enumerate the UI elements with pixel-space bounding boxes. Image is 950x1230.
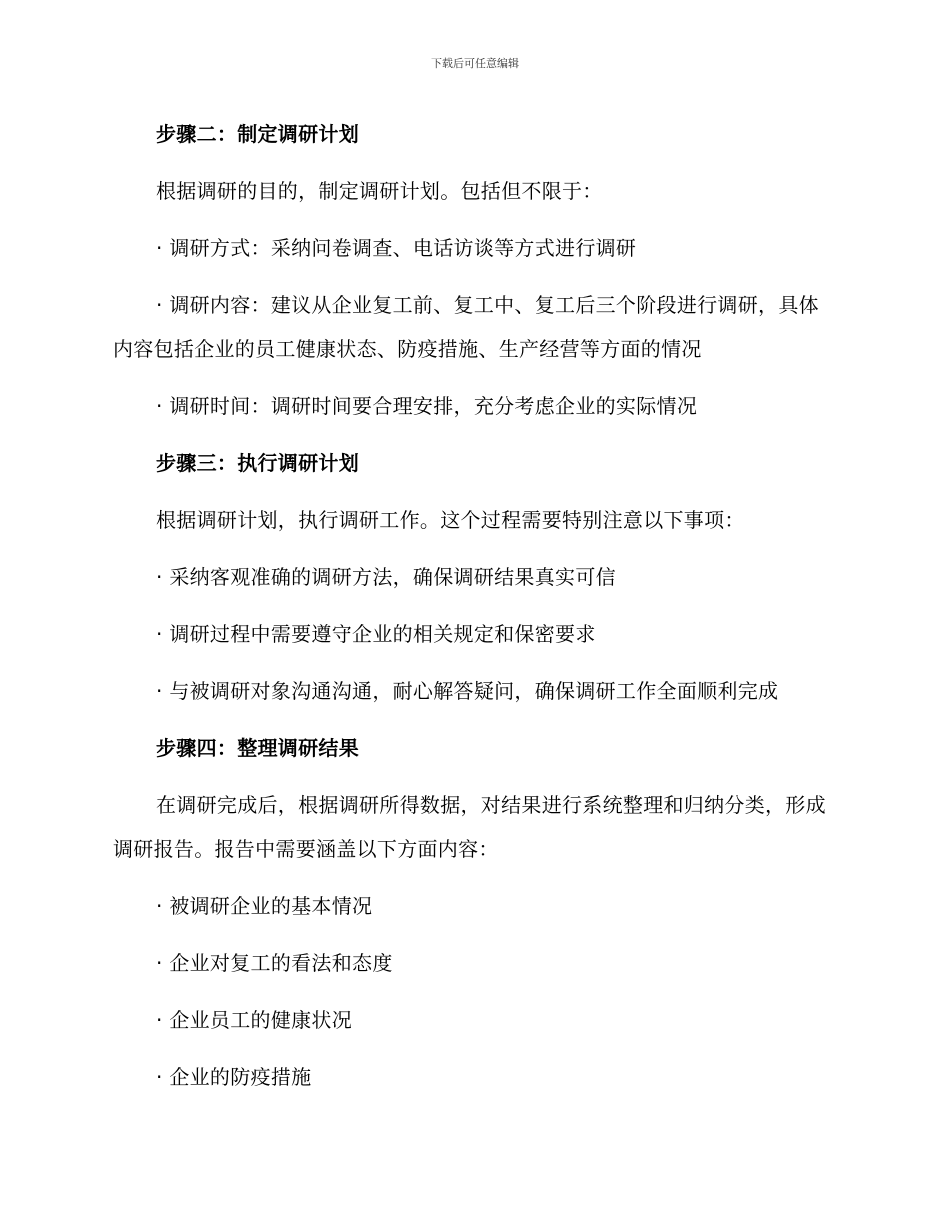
bullet-item: · 调研过程中需要遵守企业的相关规定和保密要求 bbox=[156, 622, 596, 646]
bullet-item: · 企业对复工的看法和态度 bbox=[156, 951, 393, 975]
bullet-item: · 企业员工的健康状况 bbox=[156, 1008, 353, 1032]
bullet-item: · 被调研企业的基本情况 bbox=[156, 894, 373, 918]
section-heading: 步骤四：整理调研结果 bbox=[156, 736, 359, 760]
paragraph: 根据调研的目的，制定调研计划。包括但不限于： bbox=[156, 179, 603, 203]
paragraph: 在调研完成后，根据调研所得数据，对结果进行系统整理和归纳分类，形成调研报告。报告中需要涵盖以下方面内容： bbox=[113, 793, 826, 861]
section-heading: 步骤二：制定调研计划 bbox=[156, 122, 359, 146]
paragraph: 根据调研计划，执行调研工作。这个过程需要特别注意以下事项： bbox=[156, 508, 745, 532]
document-body bbox=[113, 112, 833, 1112]
bullet-item: · 调研时间：调研时间要合理安排，充分考虑企业的实际情况 bbox=[156, 394, 698, 418]
bullet-item: · 调研内容：建议从企业复工前、复工中、复工后三个阶段进行调研，具体内容包括企业的员工健康状态、防疫措施、生产经营等方面的情况 bbox=[113, 293, 819, 361]
page-header: 下载后可任意编辑 bbox=[431, 57, 519, 70]
bullet-item: · 与被调研对象沟通沟通，耐心解答疑问，确保调研工作全面顺利完成 bbox=[156, 679, 779, 703]
section-heading: 步骤三：执行调研计划 bbox=[156, 451, 359, 475]
bullet-item: · 采纳客观准确的调研方法，确保调研结果真实可信 bbox=[156, 565, 616, 589]
bullet-item: · 调研方式：采纳问卷调查、电话访谈等方式进行调研 bbox=[156, 236, 637, 260]
bullet-item: · 企业的防疫措施 bbox=[156, 1065, 312, 1089]
